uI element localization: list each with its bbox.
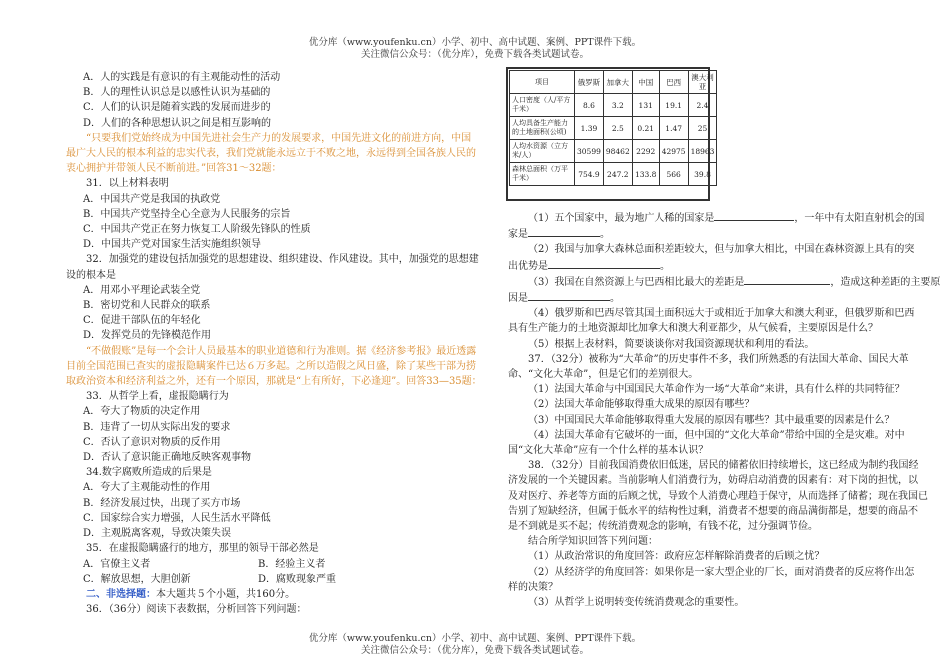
q31-option-b: B．中国共产党坚持全心全意为人民服务的宗旨 <box>83 208 291 220</box>
q36-sub-1-text-b: ，一年中有太阳直射机会的国 <box>794 213 925 224</box>
page-footer <box>0 633 950 657</box>
q36-sub-3-text-d: 。 <box>610 293 620 305</box>
question-38-line-4: 告别了短缺经济，但属于低水平的结构性过剩，消费者不想要的商品满街都是，想要的商品不 <box>508 505 918 517</box>
q34-option-b: B．经济发展过快，出现了买方市场 <box>83 497 241 509</box>
passage-2-line-1: “不做假账”是每一个会计人员最基本的职业道德和行为准则。据《经济参考报》最近透露 <box>86 345 477 357</box>
question-34: 34.数字腐败所造成的后果是 <box>86 467 212 479</box>
table-header-cell: 项目 <box>510 71 575 94</box>
table-row-label: 森林总面积（万平千米） <box>510 163 575 186</box>
q37-sub-3: （3）中国国民大革命能够取得重大发展的原因有哪些？其中最重要的因素是什么？ <box>528 414 895 426</box>
section-2-heading <box>66 587 478 602</box>
table-cell: 18963 <box>688 140 717 163</box>
q32-option-a: A．用邓小平理论武装全党 <box>83 284 201 296</box>
question-36: 36．（36分）阅读下表数据，分析回答下列问题： <box>86 604 307 616</box>
q35-option-a: A．官僚主义者 <box>83 558 151 570</box>
q38-sub-2-line-1: （2）从经济学的角度回答：如果你是一家大型企业的厂长，面对消费者的反应将作出怎 <box>528 566 915 578</box>
question-38-line-3: 及对医疗、养老等方面的后顾之忧，导致个人消费心理趋于保守，从而选择了储蓄；现在我国已 <box>508 490 928 502</box>
question-31: 31．以上材料表明 <box>86 178 169 190</box>
q38-sub-3: （3）从哲学上说明转变传统消费观念的重要性。 <box>528 597 745 609</box>
left-column <box>66 70 482 617</box>
q35-option-d: D．腐败现象严重 <box>258 573 337 585</box>
q36-sub-4-line-1: （4）俄罗斯和巴西尽管其国土面积远大于或相近于加拿大和澳大利亚，但俄罗斯和巴西 <box>528 308 915 320</box>
q31-option-a: A．中国共产党是我国的执政党 <box>83 193 221 205</box>
q33-option-d: D．否认了意识能正确地反映客观事物 <box>83 452 252 464</box>
q30-option-d: D．人们的各种思想认识之间是相互影响的 <box>83 117 272 129</box>
table-row <box>510 140 717 163</box>
q33-option-b: B．违背了一切从实际出发的要求 <box>83 421 231 433</box>
q36-sub-1-line-2 <box>508 226 904 242</box>
footer-line-1: 优分库（www.youfenku.cn）小学、初中、高中试题、案例、PPT课件下载。 <box>308 633 642 644</box>
q34-option-d: D．主观脱离客观，导致决策失误 <box>83 528 232 540</box>
answer-blank[interactable] <box>744 274 830 285</box>
q36-sub-1-text-c: 家是 <box>508 229 528 241</box>
q35-options-row-2 <box>66 572 478 587</box>
question-38-line-1: 38．（32分）目前我国消费依旧低迷，居民的储蓄依旧持续增长，这已经成为制约我国经 <box>528 460 919 472</box>
q33-option-c: C．否认了意识对物质的反作用 <box>83 436 221 448</box>
table-cell: 754.9 <box>575 163 604 186</box>
question-38-line-2: 济发展的一个关键因素。当前影响人们消费行为，妨碍启动消费的因素有：对下岗的担忧，以 <box>508 475 918 487</box>
table-cell: 1.47 <box>659 117 688 140</box>
q36-sub-3-text-b: ，造成这种差距的主要原 <box>830 276 941 288</box>
table-cell: 30599 <box>575 140 604 163</box>
passage-2-line-3: 取政治资本和经济利益之外，还有一个原因，那就是“上有所好，下必逢迎”。回答33—35题： <box>66 376 482 388</box>
q36-sub-3-line-2 <box>508 290 904 306</box>
q35-option-c: C．解放思想，大胆创新 <box>83 573 191 585</box>
q33-option-a: A．夸大了物质的决定作用 <box>83 406 201 418</box>
table-cell: 2.4 <box>688 94 717 117</box>
table-cell: 2292 <box>632 140 659 163</box>
table-cell: 25 <box>688 117 717 140</box>
q34-option-a: A．夸大了主观能动性的作用 <box>83 482 211 494</box>
q30-option-c: C．人们的认识是随着实践的发展而进步的 <box>83 102 271 114</box>
table-header-cell: 加拿大 <box>603 71 632 94</box>
right-column <box>508 210 941 610</box>
q38-intro: 结合所学知识回答下列问题： <box>528 536 658 548</box>
resource-data-table <box>509 70 717 186</box>
question-33: 33．从哲学上看，虚报隐瞒行为 <box>86 391 229 403</box>
question-37-line-2: 命、“文化大革命”，但是它们的差别很大。 <box>508 369 699 381</box>
table-cell: 98462 <box>603 140 632 163</box>
table-row-label: 人均水资源（立方米/人） <box>510 140 575 163</box>
table-cell: 8.6 <box>575 94 604 117</box>
q36-sub-3-text-c: 因是 <box>508 293 528 305</box>
passage-1-line-3: 衷心拥护并带领人民不断前进。”回答31～32题： <box>66 163 282 175</box>
q36-sub-2-text-b: 出优势是 <box>508 260 548 272</box>
header-line-1: 优分库（www.youfenku.cn）小学、初中、高中试题、案例、PPT课件下载。 <box>308 37 642 48</box>
table-row-label: 人口密度（人/平方千米） <box>510 94 575 117</box>
q36-sub-2-line-1: （2）我国与加拿大森林总面积差距较大，但与加拿大相比，中国在森林资源上具有的突 <box>528 244 915 256</box>
passage-1-line-1: “只要我们党始终成为中国先进社会生产力的发展要求，中国先进文化的前进方向，中国 <box>86 132 472 144</box>
q36-sub-3-text-a: （3）我国在自然资源上与巴西相比最大的差距是 <box>528 276 745 288</box>
q35-option-b: B．经验主义者 <box>258 558 326 570</box>
answer-blank[interactable] <box>528 226 600 237</box>
q30-option-a: A．人的实践是有意识的有主观能动性的活动 <box>83 72 281 83</box>
table-row <box>510 94 717 117</box>
q36-sub-2-text-c: 。 <box>660 260 670 272</box>
table-header-cell: 俄罗斯 <box>575 71 604 94</box>
table-cell: 133.8 <box>632 163 659 186</box>
q31-option-d: D．中国共产党对国家生活实施组织领导 <box>83 239 262 251</box>
page-header <box>0 37 950 61</box>
table-header-cell: 中国 <box>632 71 659 94</box>
table-cell: 2.5 <box>603 117 632 140</box>
q36-sub-1-line-1 <box>508 210 925 226</box>
table-cell: 131 <box>632 94 659 117</box>
answer-blank[interactable] <box>548 258 660 269</box>
q36-sub-2-line-2 <box>508 258 904 274</box>
table-header-cell: 巴西 <box>659 71 688 94</box>
q37-sub-4-line-1: （4）法国大革命有它破坏的一面，但中国的“文化大革命”带给中国的全是灾难。对中 <box>528 429 905 441</box>
q36-sub-1-text-d: 。 <box>600 229 610 241</box>
table-header-cell: 澳大利亚 <box>688 71 717 94</box>
table-header-row <box>510 71 717 94</box>
question-35: 35．在虚报隐瞒盛行的地方，那里的领导干部必然是 <box>86 543 319 555</box>
table-cell: 19.1 <box>659 94 688 117</box>
q30-option-b: B．人的理性认识总是以感性认识为基础的 <box>83 87 271 99</box>
q36-sub-1-text-a: （1）五个国家中，最为地广人稀的国家是 <box>528 213 715 224</box>
q36-sub-3-line-1 <box>508 274 941 290</box>
header-line-2: 关注微信公众号：（优分库），免费下载各类试题试卷。 <box>360 49 589 60</box>
section-2-title: 二、非选择题： <box>86 588 156 600</box>
q38-sub-2-line-2: 样的决策？ <box>508 581 558 593</box>
q36-sub-4-line-2: 具有生产能力的土地资源却比加拿大和澳大利亚都少，从气候看，主要原因是什么？ <box>508 323 878 335</box>
question-38-line-5: 是不到就是买不起；传统消费观念的影响，有钱不花，过分强调节俭。 <box>508 521 818 533</box>
table-cell: 0.21 <box>632 117 659 140</box>
q34-option-c: C．国家综合实力增强，人民生活水平降低 <box>83 512 271 524</box>
answer-blank[interactable] <box>528 290 610 301</box>
q38-sub-1: （1）从政治常识的角度回答：政府应怎样解除消费者的后顾之忧？ <box>528 551 825 563</box>
q31-option-c: C．中国共产党正在努力恢复工人阶级先锋队的性质 <box>83 224 311 236</box>
table-cell: 39.8 <box>688 163 717 186</box>
table-cell: 247.2 <box>603 163 632 186</box>
table-row <box>510 163 717 186</box>
table-row <box>510 117 717 140</box>
question-37-line-1: 37．（32分）被称为“大革命”的历史事件不多，我们所熟悉的有法国大革命、国民大革 <box>528 353 909 365</box>
table-cell: 1.39 <box>575 117 604 140</box>
passage-1-line-2: 最广大人民的根本利益的忠实代表，我们党就能永远立于不败之地，永远得到全国各族人民的 <box>66 148 476 160</box>
question-32-line-2: 设的根本是 <box>66 269 116 281</box>
table-cell: 42975 <box>659 140 688 163</box>
q37-sub-1: （1）法国大革命与中国国民大革命作为一场“大革命”来讲，具有什么样的共同特征？ <box>528 384 905 396</box>
q37-sub-2: （2）法国大革命能够取得重大成果的原因有哪些？ <box>528 399 755 411</box>
q35-options-row-1 <box>66 557 478 572</box>
footer-line-2: 关注微信公众号：（优分库），免费下载各类试题试卷。 <box>360 645 589 656</box>
q37-sub-4-line-2: 国“文化大革命”应有一个什么样的基本认识？ <box>508 445 709 457</box>
q32-option-d: D．发挥党员的先锋模范作用 <box>83 330 212 342</box>
question-32-line-1: 32．加强党的建设包括加强党的思想建设、组织建设、作风建设。其中，加强党的思想建 <box>86 254 479 266</box>
section-2-description: 本大题共５个小题，共160分。 <box>156 588 296 600</box>
passage-2-line-2: 目前全国范围已查实的虚报隐瞒案件已达６万多起。之所以造假之风日盛，除了某些干部为捞 <box>66 360 476 372</box>
answer-blank[interactable] <box>714 210 794 221</box>
table-cell: 3.2 <box>603 94 632 117</box>
q32-option-b: B．密切党和人民群众的联系 <box>83 300 211 312</box>
table-row-label: 人均具备生产能力的土地面积(公顷) <box>510 117 575 140</box>
table-cell: 566 <box>659 163 688 186</box>
q36-sub-5: （5）根据上表材料，简要谈谈你对我国资源现状和利用的看法。 <box>528 338 815 350</box>
q32-option-c: C．促进干部队伍的年轻化 <box>83 315 201 327</box>
